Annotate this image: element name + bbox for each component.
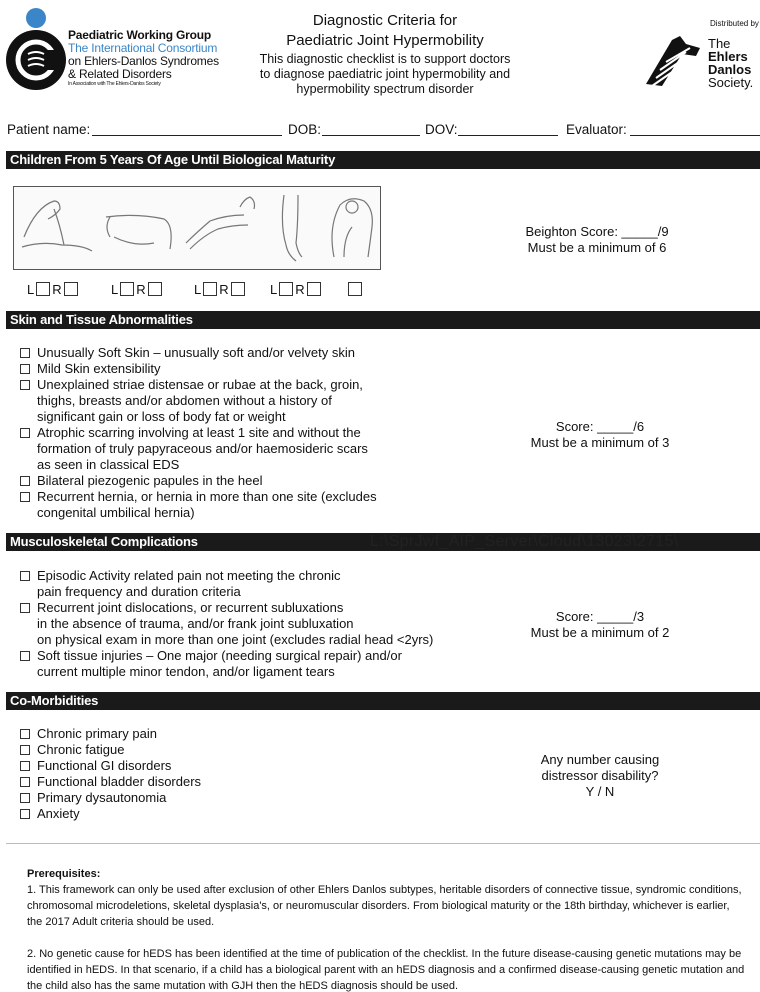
checkbox-right-1[interactable]: [64, 282, 78, 296]
right-label: R: [219, 282, 229, 297]
checklist-item: [20, 806, 201, 822]
checklist-item: [20, 568, 433, 600]
prerequisites-heading: Prerequisites:: [27, 868, 101, 880]
checklist-checkbox[interactable]: [20, 603, 30, 613]
society-line-2: Ehlers: [708, 49, 748, 64]
musculoskeletal-items-list: [20, 568, 433, 680]
right-label: R: [295, 282, 305, 297]
checklist-checkbox[interactable]: [20, 793, 30, 803]
society-line-4: Society.: [708, 75, 754, 90]
checklist-item: [20, 790, 201, 806]
checklist-item: [20, 345, 377, 361]
page-title-line-2: Paediatric Joint Hypermobility: [286, 32, 484, 49]
checklist-item: [20, 758, 201, 774]
beighton-checks-4: [270, 282, 323, 297]
consortium-logo: [6, 30, 66, 90]
beighton-checks-2: [111, 282, 164, 297]
prerequisite-2: 2. No genetic cause for hEDS has been identified at the time of publication of the checklist. In the future disease-causing genetic mutations may be identified in hEDS. In that scenario, if a child has a biological parent with an hEDS diagnosis and a confirmed disease-causing genetic mutation and the child also has the same mutation with GJH then the hEDS diagnosis should be used.: [27, 948, 745, 992]
checklist-checkbox[interactable]: [20, 348, 30, 358]
checklist-item-text: thighs, breasts and/or abdomen without a history of: [37, 393, 332, 408]
dov-label: DOV:: [425, 122, 458, 137]
checklist-item-text: Soft tissue injuries – One major (needing surgical repair) and/or: [37, 648, 402, 663]
checklist-checkbox[interactable]: [20, 364, 30, 374]
dob-label: DOB:: [288, 122, 322, 137]
society-line-3: Danlos: [708, 62, 752, 77]
org-line-3: on Ehlers-Danlos Syndromes: [68, 54, 219, 68]
patient-name-label: Patient name:: [7, 122, 91, 137]
society-line-1: The: [708, 36, 731, 51]
checklist-item: [20, 726, 201, 742]
checklist-item: [20, 489, 377, 521]
checklist-checkbox[interactable]: [20, 761, 30, 771]
checklist-item-text: Recurrent hernia, or hernia in more than one site (excludes: [37, 489, 377, 504]
checklist-item-text: Bilateral piezogenic papules in the heel: [37, 473, 263, 488]
beighton-checks-5: [346, 282, 364, 297]
musculoskeletal-score: [520, 609, 680, 641]
checkbox-left-1[interactable]: [36, 282, 50, 296]
checklist-item: [20, 742, 201, 758]
checklist-item-text: congenital umbilical hernia): [37, 505, 195, 520]
skin-items-list: [20, 345, 377, 521]
checklist-checkbox[interactable]: [20, 809, 30, 819]
musculoskeletal-minimum-line: Must be a minimum of 2: [530, 625, 670, 640]
skin-score: [520, 419, 680, 451]
skin-minimum-line: Must be a minimum of 3: [530, 435, 670, 450]
left-label: L: [111, 282, 119, 297]
divider: [6, 843, 760, 844]
patient-name-field[interactable]: [92, 135, 282, 136]
society-logo-text: [708, 37, 760, 89]
comorbidity-note-line-1: Any number causing: [540, 752, 660, 767]
comorbidity-note-line-2: distressor disability?: [541, 768, 659, 783]
checkbox-right-2[interactable]: [148, 282, 162, 296]
comorbidity-note: [520, 752, 680, 800]
zebra-icon: [642, 34, 706, 97]
checklist-item-text: Unusually Soft Skin – unusually soft and/or velvety skin: [37, 345, 355, 360]
file-path-watermark: L:\SprJwf_AIP_Server\Cloud\13023\2715\: [370, 533, 679, 550]
prerequisites: [27, 866, 747, 992]
checklist-checkbox[interactable]: [20, 492, 30, 502]
checklist-item-text: formation of truly papyraceous and/or haemosideric scars: [37, 441, 368, 456]
prerequisite-1: 1. This framework can only be used after exclusion of other Ehlers Danlos subtypes, heritable disorders of connective tissue, syndromic conditions, chromosomal microdeletions, skeletal dysplasia's, or neuromuscular disorders. From biological maturity or the 18th birthday, whichever is earlier, the 2017 Adult criteria should be used.: [27, 884, 742, 928]
checklist-item-text: Chronic primary pain: [37, 726, 157, 741]
logo-blue-dot: [26, 8, 46, 28]
musculoskeletal-score-line: Score: _____/3: [555, 609, 645, 624]
left-label: L: [194, 282, 202, 297]
beighton-figure: [13, 186, 381, 270]
beighton-checks-1: [27, 282, 80, 297]
checkbox-left-4[interactable]: [279, 282, 293, 296]
checklist-item-text: Episodic Activity related pain not meeting the chronic: [37, 568, 341, 583]
checkbox-forward-bend[interactable]: [348, 282, 362, 296]
subtitle-line-3: hypermobility spectrum disorder: [296, 82, 474, 96]
evaluator-field[interactable]: [630, 135, 760, 136]
beighton-score-line: Beighton Score: _____/9: [525, 224, 669, 239]
checklist-item-text: on physical exam in more than one joint (excludes radial head <2yrs): [37, 632, 434, 647]
checklist-item-text: as seen in classical EDS: [37, 457, 180, 472]
org-line-4: & Related Disorders: [68, 67, 172, 81]
checklist-checkbox[interactable]: [20, 745, 30, 755]
checklist-checkbox[interactable]: [20, 380, 30, 390]
evaluator-label: Evaluator:: [566, 122, 627, 137]
checklist-item: [20, 648, 433, 680]
checklist-item: [20, 361, 377, 377]
checklist-item-text: significant gain or loss of body fat or weight: [37, 409, 286, 424]
right-label: R: [136, 282, 146, 297]
beighton-score: [522, 224, 672, 256]
right-label: R: [52, 282, 62, 297]
checklist-item-text: Unexplained striae distensae or rubae at the back, groin,: [37, 377, 363, 392]
checklist-item-text: Mild Skin extensibility: [37, 361, 161, 376]
checklist-item-text: Chronic fatigue: [37, 742, 125, 757]
checkbox-right-3[interactable]: [231, 282, 245, 296]
checklist-item-text: Functional GI disorders: [37, 758, 172, 773]
checklist-item-text: Recurrent joint dislocations, or recurrent subluxations: [37, 600, 344, 615]
checklist-item: [20, 377, 377, 425]
checklist-checkbox[interactable]: [20, 476, 30, 486]
dob-field[interactable]: [322, 135, 420, 136]
section-bar-musculoskeletal: Musculoskeletal Complications: [6, 533, 760, 551]
org-line-2: The International Consortium: [68, 41, 218, 55]
org-line-5: In Association with The Ehlers-Danlos Society: [68, 81, 161, 87]
checklist-item-text: current multiple minor tendon, and/or ligament tears: [37, 664, 335, 679]
distributed-by-label: Distributed by: [710, 19, 759, 28]
checklist-item: [20, 473, 377, 489]
dov-field[interactable]: [458, 135, 558, 136]
comorbidity-yes-no: Y / N: [585, 784, 615, 799]
checklist-item-text: Atrophic scarring involving at least 1 site and without the: [37, 425, 361, 440]
checklist-checkbox[interactable]: [20, 428, 30, 438]
checklist-item-text: in the absence of trauma, and/or frank joint subluxation: [37, 616, 354, 631]
skin-score-line: Score: _____/6: [555, 419, 645, 434]
left-label: L: [270, 282, 278, 297]
checklist-item-text: Primary dysautonomia: [37, 790, 167, 805]
checkbox-right-4[interactable]: [307, 282, 321, 296]
comorbidity-items-list: [20, 726, 201, 822]
subtitle-line-1: This diagnostic checklist is to support doctors: [259, 52, 511, 66]
checkbox-left-3[interactable]: [203, 282, 217, 296]
checklist-item-text: pain frequency and duration criteria: [37, 584, 241, 599]
section-bar-children: Children From 5 Years Of Age Until Biological Maturity: [6, 151, 760, 169]
org-name: Paediatric Working Group: [68, 28, 212, 42]
checkbox-left-2[interactable]: [120, 282, 134, 296]
section-bar-comorbidities: Co-Morbidities: [6, 692, 760, 710]
checklist-item-text: Functional bladder disorders: [37, 774, 202, 789]
checklist-checkbox[interactable]: [20, 729, 30, 739]
checklist-checkbox[interactable]: [20, 571, 30, 581]
checklist-item-text: Anxiety: [37, 806, 80, 821]
checklist-item: [20, 425, 377, 473]
checklist-item: [20, 774, 201, 790]
page-title-line-1: Diagnostic Criteria for: [312, 12, 458, 29]
beighton-illustration: [14, 187, 380, 269]
checklist-checkbox[interactable]: [20, 777, 30, 787]
section-bar-skin: Skin and Tissue Abnormalities: [6, 311, 760, 329]
subtitle-line-2: to diagnose paediatric joint hypermobility and: [259, 67, 511, 81]
left-label: L: [27, 282, 35, 297]
checklist-item: [20, 600, 433, 648]
checklist-checkbox[interactable]: [20, 651, 30, 661]
beighton-minimum-line: Must be a minimum of 6: [527, 240, 667, 255]
beighton-checks-3: [194, 282, 247, 297]
